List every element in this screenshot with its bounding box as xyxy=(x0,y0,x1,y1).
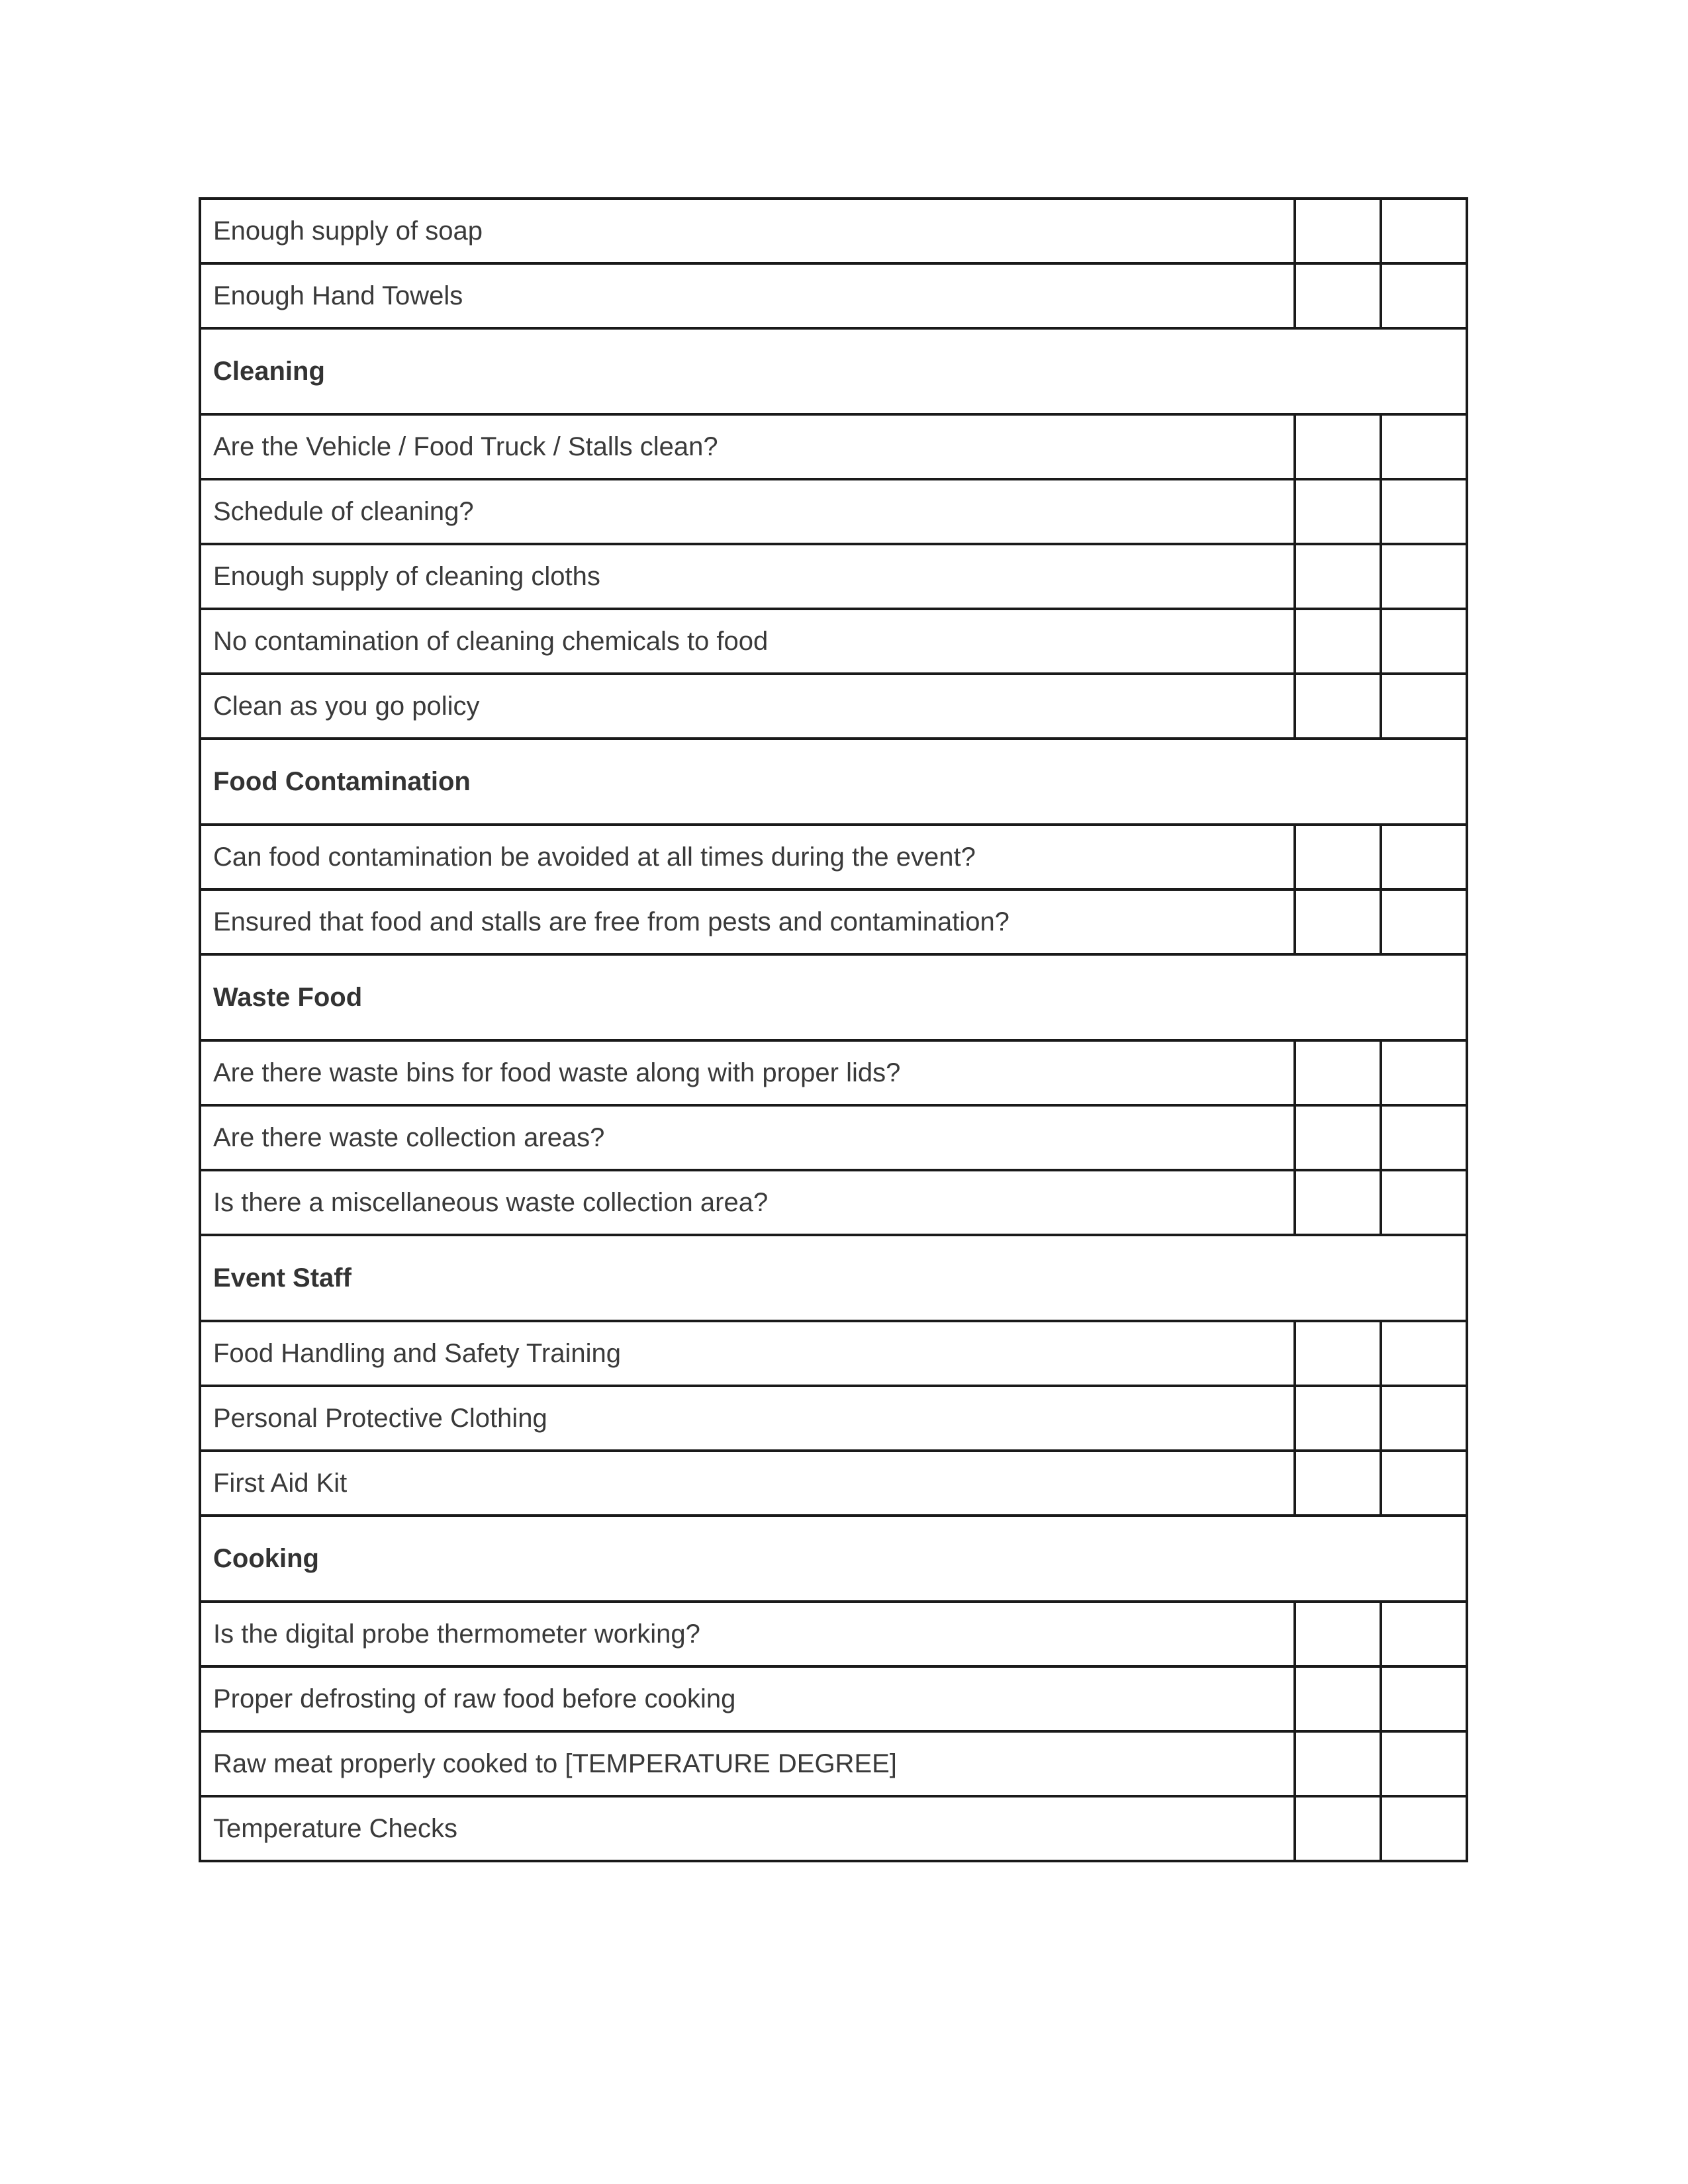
checklist-item-row xyxy=(200,1105,1467,1170)
checklist-item-label: Clean as you go policy xyxy=(200,674,1295,739)
checklist-body xyxy=(200,199,1467,1861)
check-box-second[interactable] xyxy=(1381,1170,1467,1235)
checklist-item-label: Personal Protective Clothing xyxy=(200,1386,1295,1451)
checklist-item-row xyxy=(200,199,1467,263)
checklist-item-row xyxy=(200,1602,1467,1666)
checklist-item-row xyxy=(200,1040,1467,1105)
check-box-first[interactable] xyxy=(1295,199,1381,263)
checklist-item-label: Is there a miscellaneous waste collection area? xyxy=(200,1170,1295,1235)
checklist-item-row xyxy=(200,889,1467,954)
check-box-second[interactable] xyxy=(1381,1796,1467,1861)
checklist-item-label: Ensured that food and stalls are free from pests and contamination? xyxy=(200,889,1295,954)
check-box-second[interactable] xyxy=(1381,479,1467,544)
check-box-second[interactable] xyxy=(1381,609,1467,674)
check-box-first[interactable] xyxy=(1295,1796,1381,1861)
check-box-second[interactable] xyxy=(1381,1321,1467,1386)
check-box-first[interactable] xyxy=(1295,1731,1381,1796)
check-box-first[interactable] xyxy=(1295,825,1381,889)
check-box-second[interactable] xyxy=(1381,1040,1467,1105)
section-heading: Food Contamination xyxy=(200,739,1467,825)
check-box-first[interactable] xyxy=(1295,1105,1381,1170)
checklist-item-row xyxy=(200,544,1467,609)
checklist-item-label: Enough supply of cleaning cloths xyxy=(200,544,1295,609)
check-box-second[interactable] xyxy=(1381,889,1467,954)
checklist-item-label: First Aid Kit xyxy=(200,1451,1295,1516)
checklist-item-label: Schedule of cleaning? xyxy=(200,479,1295,544)
section-heading: Cleaning xyxy=(200,328,1467,414)
section-header-row xyxy=(200,1516,1467,1602)
checklist-item-label: Enough Hand Towels xyxy=(200,263,1295,328)
checklist-item-label: Proper defrosting of raw food before cooking xyxy=(200,1666,1295,1731)
checklist-item-label: Are the Vehicle / Food Truck / Stalls clean? xyxy=(200,414,1295,479)
check-box-first[interactable] xyxy=(1295,1602,1381,1666)
check-box-second[interactable] xyxy=(1381,1386,1467,1451)
check-box-first[interactable] xyxy=(1295,1666,1381,1731)
checklist-item-label: Temperature Checks xyxy=(200,1796,1295,1861)
check-box-second[interactable] xyxy=(1381,1105,1467,1170)
check-box-first[interactable] xyxy=(1295,479,1381,544)
section-header-row xyxy=(200,739,1467,825)
checklist-item-row xyxy=(200,674,1467,739)
section-heading: Waste Food xyxy=(200,954,1467,1040)
check-box-second[interactable] xyxy=(1381,1451,1467,1516)
checklist-item-row xyxy=(200,1386,1467,1451)
check-box-second[interactable] xyxy=(1381,414,1467,479)
check-box-second[interactable] xyxy=(1381,263,1467,328)
section-header-row xyxy=(200,1235,1467,1321)
checklist-item-label: Raw meat properly cooked to [TEMPERATURE DEGREE] xyxy=(200,1731,1295,1796)
section-heading: Cooking xyxy=(200,1516,1467,1602)
checklist-item-row xyxy=(200,1170,1467,1235)
check-box-first[interactable] xyxy=(1295,1170,1381,1235)
check-box-second[interactable] xyxy=(1381,674,1467,739)
check-box-second[interactable] xyxy=(1381,1666,1467,1731)
checklist-item-label: Food Handling and Safety Training xyxy=(200,1321,1295,1386)
check-box-first[interactable] xyxy=(1295,1321,1381,1386)
check-box-first[interactable] xyxy=(1295,1386,1381,1451)
checklist-item-row xyxy=(200,609,1467,674)
section-heading: Event Staff xyxy=(200,1235,1467,1321)
checklist-item-label: Enough supply of soap xyxy=(200,199,1295,263)
checklist-item-row xyxy=(200,414,1467,479)
checklist-table xyxy=(199,197,1468,1862)
checklist-item-label: No contamination of cleaning chemicals to food xyxy=(200,609,1295,674)
check-box-second[interactable] xyxy=(1381,544,1467,609)
checklist-item-row xyxy=(200,1796,1467,1861)
check-box-second[interactable] xyxy=(1381,825,1467,889)
check-box-first[interactable] xyxy=(1295,263,1381,328)
section-header-row xyxy=(200,954,1467,1040)
check-box-second[interactable] xyxy=(1381,199,1467,263)
checklist-item-row xyxy=(200,1666,1467,1731)
checklist-item-row xyxy=(200,825,1467,889)
checklist-item-label: Are there waste bins for food waste along with proper lids? xyxy=(200,1040,1295,1105)
check-box-second[interactable] xyxy=(1381,1602,1467,1666)
check-box-first[interactable] xyxy=(1295,889,1381,954)
section-header-row xyxy=(200,328,1467,414)
check-box-first[interactable] xyxy=(1295,1451,1381,1516)
check-box-first[interactable] xyxy=(1295,544,1381,609)
check-box-first[interactable] xyxy=(1295,609,1381,674)
check-box-second[interactable] xyxy=(1381,1731,1467,1796)
checklist-item-label: Are there waste collection areas? xyxy=(200,1105,1295,1170)
checklist-item-label: Can food contamination be avoided at all times during the event? xyxy=(200,825,1295,889)
check-box-first[interactable] xyxy=(1295,674,1381,739)
checklist-item-row xyxy=(200,1731,1467,1796)
check-box-first[interactable] xyxy=(1295,1040,1381,1105)
checklist-item-label: Is the digital probe thermometer working? xyxy=(200,1602,1295,1666)
checklist-item-row xyxy=(200,1321,1467,1386)
check-box-first[interactable] xyxy=(1295,414,1381,479)
checklist-item-row xyxy=(200,263,1467,328)
checklist-item-row xyxy=(200,479,1467,544)
checklist-item-row xyxy=(200,1451,1467,1516)
